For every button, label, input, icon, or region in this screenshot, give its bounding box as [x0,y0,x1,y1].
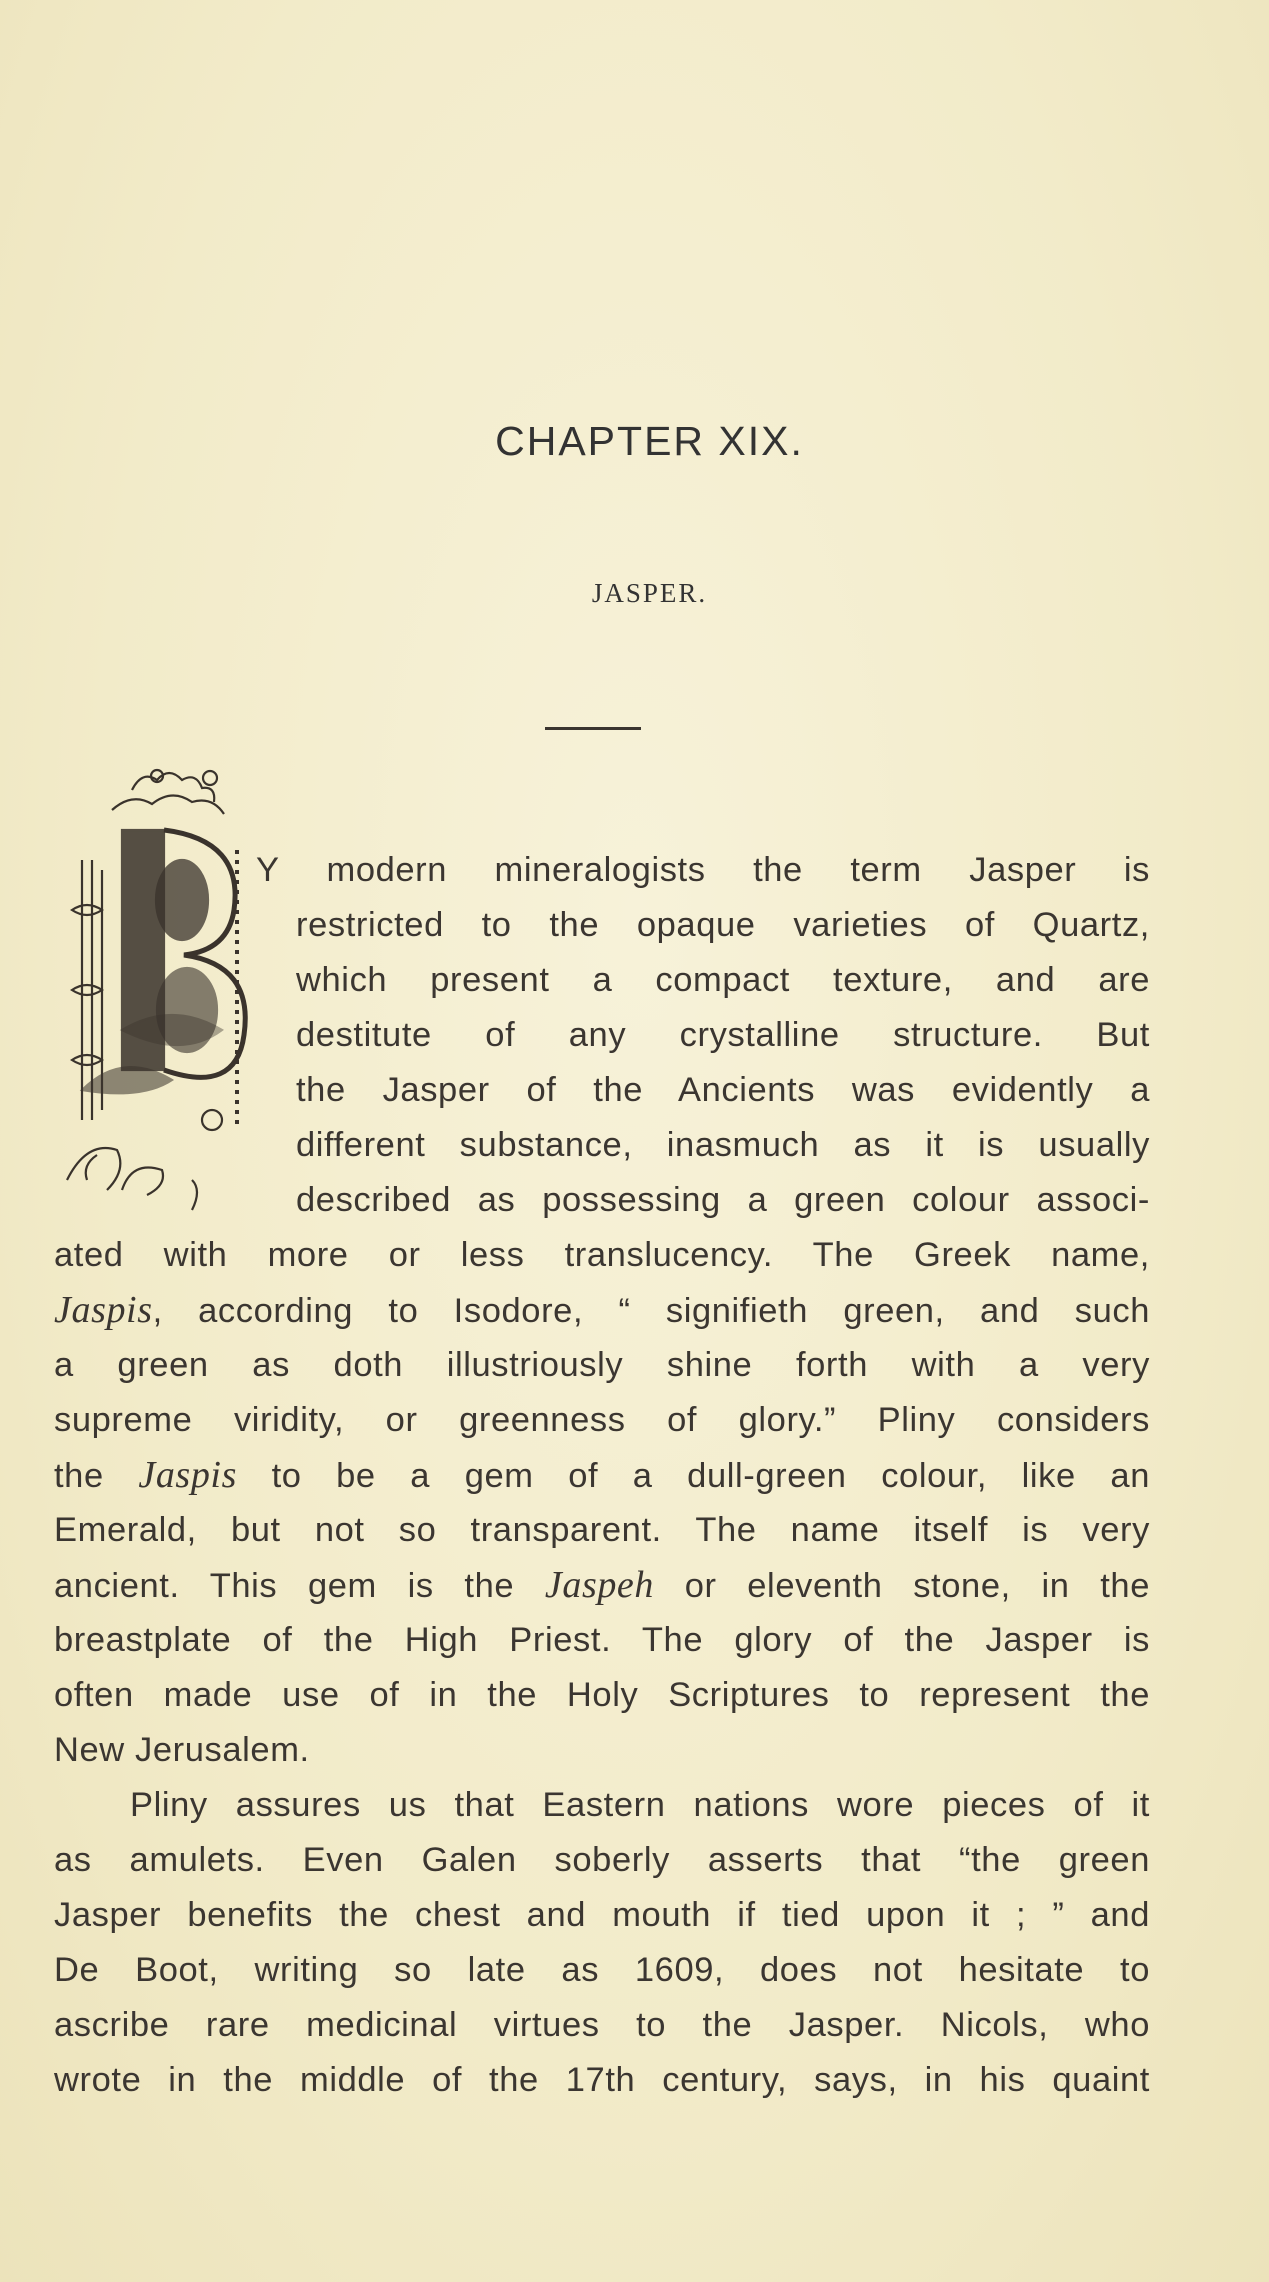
ornate-initial-b-icon [62,760,262,1220]
text-line: a green as doth illustriously shine forth with a very [54,1346,1150,1384]
text-line: ated with more or less translucency. The Greek name, [54,1236,1150,1274]
text-line: the Jaspis to be a gem of a dull-green colour, like an [54,1454,1150,1496]
chapter-title: CHAPTER XIX. [495,418,804,464]
text-line: supreme viridity, or greenness of glory.” Pliny considers [54,1401,1150,1439]
text-line: Y modern mineralogists the term Jasper is [256,851,1150,889]
text-line: restricted to the opaque varieties of Quartz, [296,906,1150,944]
text-line: Pliny assures us that Eastern nations wore pieces of it [130,1786,1150,1824]
chapter-subtitle: JASPER. [591,578,708,608]
text-line: Jasper benefits the chest and mouth if tied upon it ; ” and [54,1896,1150,1934]
text-line: ascribe rare medicinal virtues to the Jasper. Nicols, who [54,2006,1150,2044]
text-line: Emerald, but not so transparent. The name itself is very [54,1511,1150,1549]
text-line: Jaspis, according to Isodore, “ signifieth green, and such [54,1289,1150,1331]
text-line: the Jasper of the Ancients was evidently a [296,1071,1150,1109]
text-line: New Jerusalem. [54,1731,310,1769]
text-line: ancient. This gem is the Jaspeh or eleventh stone, in the [54,1564,1150,1606]
text-line: which present a compact texture, and are [296,961,1150,999]
text-line: wrote in the middle of the 17th century, says, in his quaint [54,2061,1150,2099]
text-line: described as possessing a green colour associ- [296,1181,1150,1219]
text-line: different substance, inasmuch as it is usually [296,1126,1150,1164]
text-line: De Boot, writing so late as 1609, does not hesitate to [54,1951,1150,1989]
text-line: as amulets. Even Galen soberly asserts that “the green [54,1841,1150,1879]
text-line: destitute of any crystalline structure. But [296,1016,1150,1054]
section-divider [545,727,641,730]
text-line: often made use of in the Holy Scriptures to represent the [54,1676,1150,1714]
text-line: breastplate of the High Priest. The glory of the Jasper is [54,1621,1150,1659]
